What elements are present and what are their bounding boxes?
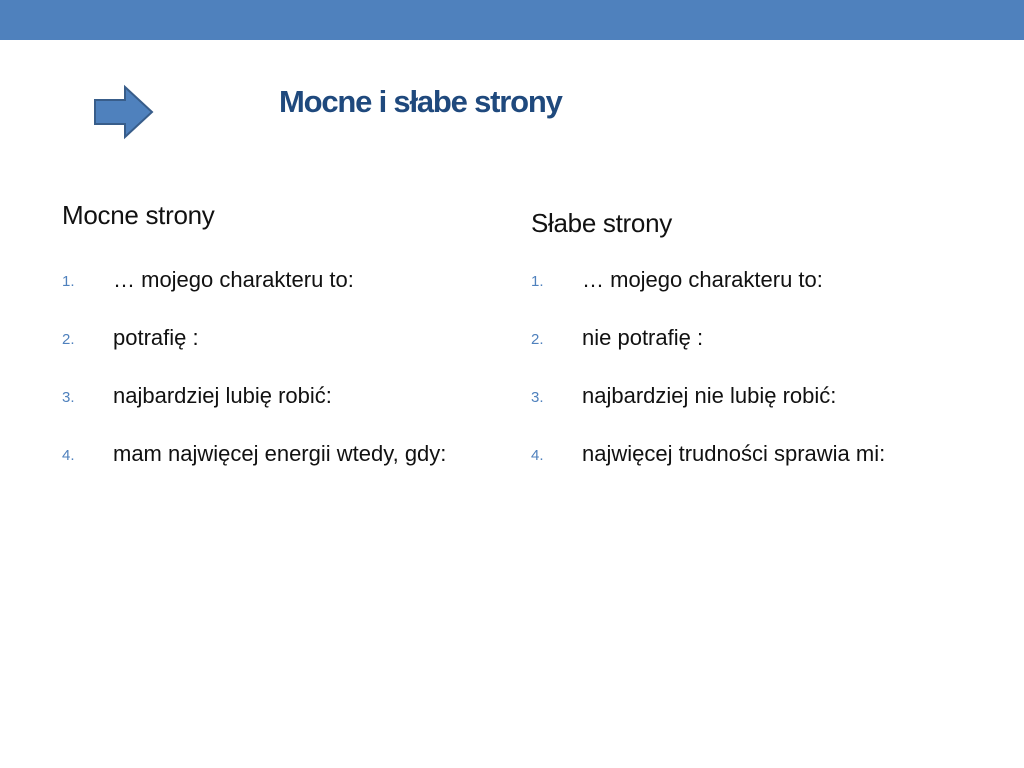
list-item-text: nie potrafię : bbox=[582, 325, 704, 350]
weaknesses-list bbox=[531, 262, 885, 494]
list-item-text: … mojego charakteru to: bbox=[113, 267, 354, 292]
weaknesses-heading: Słabe strony bbox=[531, 208, 672, 238]
list-item-text: najbardziej nie lubię robić: bbox=[582, 383, 837, 408]
list-item bbox=[62, 262, 483, 298]
list-item bbox=[62, 436, 483, 472]
list-number: 3. bbox=[62, 389, 75, 406]
list-item-text: potrafię : bbox=[113, 325, 199, 350]
list-number: 1. bbox=[531, 273, 544, 290]
list-number: 4. bbox=[62, 447, 75, 464]
list-item bbox=[62, 320, 483, 356]
list-item bbox=[62, 378, 483, 414]
list-item bbox=[531, 262, 885, 298]
list-number: 2. bbox=[531, 331, 544, 348]
list-item bbox=[531, 436, 885, 472]
strengths-heading: Mocne strony bbox=[62, 200, 215, 230]
list-item bbox=[531, 378, 885, 414]
list-number: 4. bbox=[531, 447, 544, 464]
list-item-text: najwięcej trudności sprawia mi: bbox=[582, 441, 886, 466]
list-item-text: najbardziej lubię robić: bbox=[113, 383, 332, 408]
list-item-text: … mojego charakteru to: bbox=[582, 267, 823, 292]
list-number: 3. bbox=[531, 389, 544, 406]
list-number: 2. bbox=[62, 331, 75, 348]
slide-title: Mocne i słabe strony bbox=[279, 84, 562, 119]
strengths-list bbox=[62, 262, 483, 494]
right-arrow-icon[interactable] bbox=[92, 84, 156, 140]
list-item bbox=[531, 320, 885, 356]
top-accent-band bbox=[0, 0, 1024, 40]
list-item-text: mam najwięcej energii wtedy, gdy: bbox=[113, 441, 447, 466]
list-number: 1. bbox=[62, 273, 75, 290]
